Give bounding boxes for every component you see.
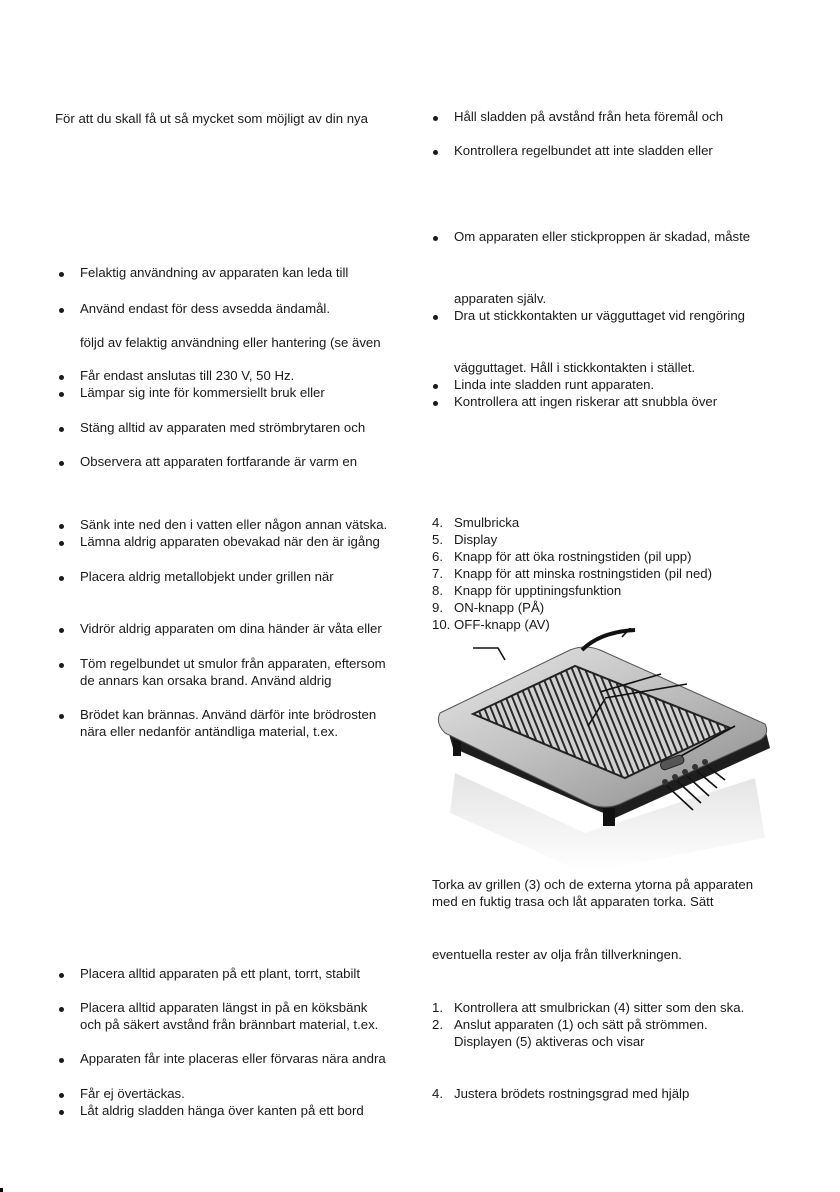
bullet-icon bbox=[59, 427, 64, 432]
list-item: OFF-knapp (AV) bbox=[454, 617, 550, 632]
list-number: 8. bbox=[432, 583, 443, 598]
bullet-icon bbox=[59, 628, 64, 633]
bullet-icon bbox=[59, 663, 64, 668]
bullet-icon bbox=[59, 308, 64, 313]
paragraph-line: Torka av grillen (3) och de externa ytorna på apparaten bbox=[432, 877, 754, 892]
list-item: Om apparaten eller stickproppen är skadad, måste bbox=[454, 229, 751, 244]
paragraph-line: med en fuktig trasa och låt apparaten torka. Sätt bbox=[432, 894, 714, 909]
list-item: Apparaten får inte placeras eller förvaras nära andra bbox=[80, 1051, 386, 1066]
list-item: Får endast anslutas till 230 V, 50 Hz. bbox=[80, 368, 295, 383]
bullet-icon bbox=[433, 401, 438, 406]
list-item: Justera brödets rostningsgrad med hjälp bbox=[454, 1086, 690, 1101]
bullet-icon bbox=[59, 714, 64, 719]
bullet-icon bbox=[59, 576, 64, 581]
list-number: 1. bbox=[432, 1000, 443, 1015]
list-item: Kontrollera regelbundet att inte sladden eller bbox=[454, 143, 713, 158]
list-number: 5. bbox=[432, 532, 443, 547]
list-item: Stäng alltid av apparaten med strömbrytaren och bbox=[80, 420, 366, 435]
list-item: Lämpar sig inte för kommersiellt bruk eller bbox=[80, 385, 325, 400]
list-number: 4. bbox=[432, 1086, 443, 1101]
bullet-icon bbox=[433, 315, 438, 320]
list-item: Kontrollera att ingen riskerar att snubbla över bbox=[454, 394, 718, 409]
toaster-illustration bbox=[425, 628, 805, 873]
list-number: 7. bbox=[432, 566, 443, 581]
list-item: Knapp för att minska rostningstiden (pil ned) bbox=[454, 566, 713, 581]
bullet-icon bbox=[59, 1110, 64, 1115]
list-item: apparaten själv. bbox=[454, 291, 547, 306]
list-item: Placera aldrig metallobjekt under grillen när bbox=[80, 569, 334, 584]
bullet-icon bbox=[59, 541, 64, 546]
list-item: Låt aldrig sladden hänga över kanten på ett bord bbox=[80, 1103, 364, 1118]
bullet-icon bbox=[59, 973, 64, 978]
bullet-icon bbox=[433, 384, 438, 389]
list-item: Lämna aldrig apparaten obevakad när den är igång bbox=[80, 534, 380, 549]
bullet-icon bbox=[59, 392, 64, 397]
list-item: Display bbox=[454, 532, 498, 547]
bullet-icon bbox=[59, 1007, 64, 1012]
list-item: nära eller nedanför antändliga material, t.ex. bbox=[80, 724, 339, 739]
bullet-icon bbox=[59, 1093, 64, 1098]
bullet-icon bbox=[433, 150, 438, 155]
bullet-icon bbox=[59, 1058, 64, 1063]
list-item: Observera att apparaten fortfarande är varm en bbox=[80, 454, 358, 469]
list-number: 9. bbox=[432, 600, 443, 615]
bullet-icon bbox=[59, 524, 64, 529]
list-item: Dra ut stickkontakten ur vägguttaget vid rengöring bbox=[454, 308, 746, 323]
list-item: Kontrollera att smulbrickan (4) sitter som den ska. bbox=[454, 1000, 745, 1015]
list-item: Linda inte sladden runt apparaten. bbox=[454, 377, 655, 392]
list-item: Töm regelbundet ut smulor från apparaten, eftersom bbox=[80, 656, 386, 671]
list-number: 4. bbox=[432, 515, 443, 530]
bullet-icon bbox=[59, 375, 64, 380]
list-item: Anslut apparaten (1) och sätt på strömmen. bbox=[454, 1017, 708, 1032]
list-item: Smulbricka bbox=[454, 515, 520, 530]
list-item: Vidrör aldrig apparaten om dina händer är våta eller bbox=[80, 621, 382, 636]
list-item: Använd endast för dess avsedda ändamål. bbox=[80, 301, 330, 316]
list-item: Knapp för upptiningsfunktion bbox=[454, 583, 622, 598]
list-number: 2. bbox=[432, 1017, 443, 1032]
list-item: Brödet kan brännas. Använd därför inte brödrosten bbox=[80, 707, 377, 722]
list-item: följd av felaktig användning eller hantering (se även bbox=[80, 335, 381, 350]
paragraph-line: eventuella rester av olja från tillverkningen. bbox=[432, 947, 682, 962]
bullet-icon bbox=[433, 236, 438, 241]
list-item: och på säkert avstånd från brännbart material, t.ex. bbox=[80, 1017, 379, 1032]
list-item: Får ej övertäckas. bbox=[80, 1086, 185, 1101]
list-item: Placera alltid apparaten längst in på en köksbänk bbox=[80, 1000, 368, 1015]
toaster-icon bbox=[425, 628, 805, 873]
bullet-icon bbox=[59, 272, 64, 277]
page-corner-mark bbox=[0, 1188, 3, 1192]
list-number: 10. bbox=[432, 617, 451, 632]
list-item: Sänk inte ned den i vatten eller någon annan vätska. bbox=[80, 517, 388, 532]
list-item: Placera alltid apparaten på ett plant, torrt, stabilt bbox=[80, 966, 361, 981]
list-item: de annars kan orsaka brand. Använd aldrig bbox=[80, 673, 332, 688]
bullet-icon bbox=[433, 116, 438, 121]
list-item: Felaktig användning av apparaten kan leda till bbox=[80, 265, 349, 280]
list-number: 6. bbox=[432, 549, 443, 564]
list-item: Håll sladden på avstånd från heta föremål och bbox=[454, 109, 724, 124]
list-item: Knapp för att öka rostningstiden (pil upp) bbox=[454, 549, 692, 564]
intro-text: För att du skall få ut så mycket som möjligt av din nya bbox=[55, 111, 368, 126]
list-item: ON-knapp (PÅ) bbox=[454, 600, 545, 615]
list-item: Displayen (5) aktiveras och visar bbox=[454, 1034, 645, 1049]
list-item: vägguttaget. Håll i stickkontakten i stället. bbox=[454, 360, 696, 375]
bullet-icon bbox=[59, 461, 64, 466]
